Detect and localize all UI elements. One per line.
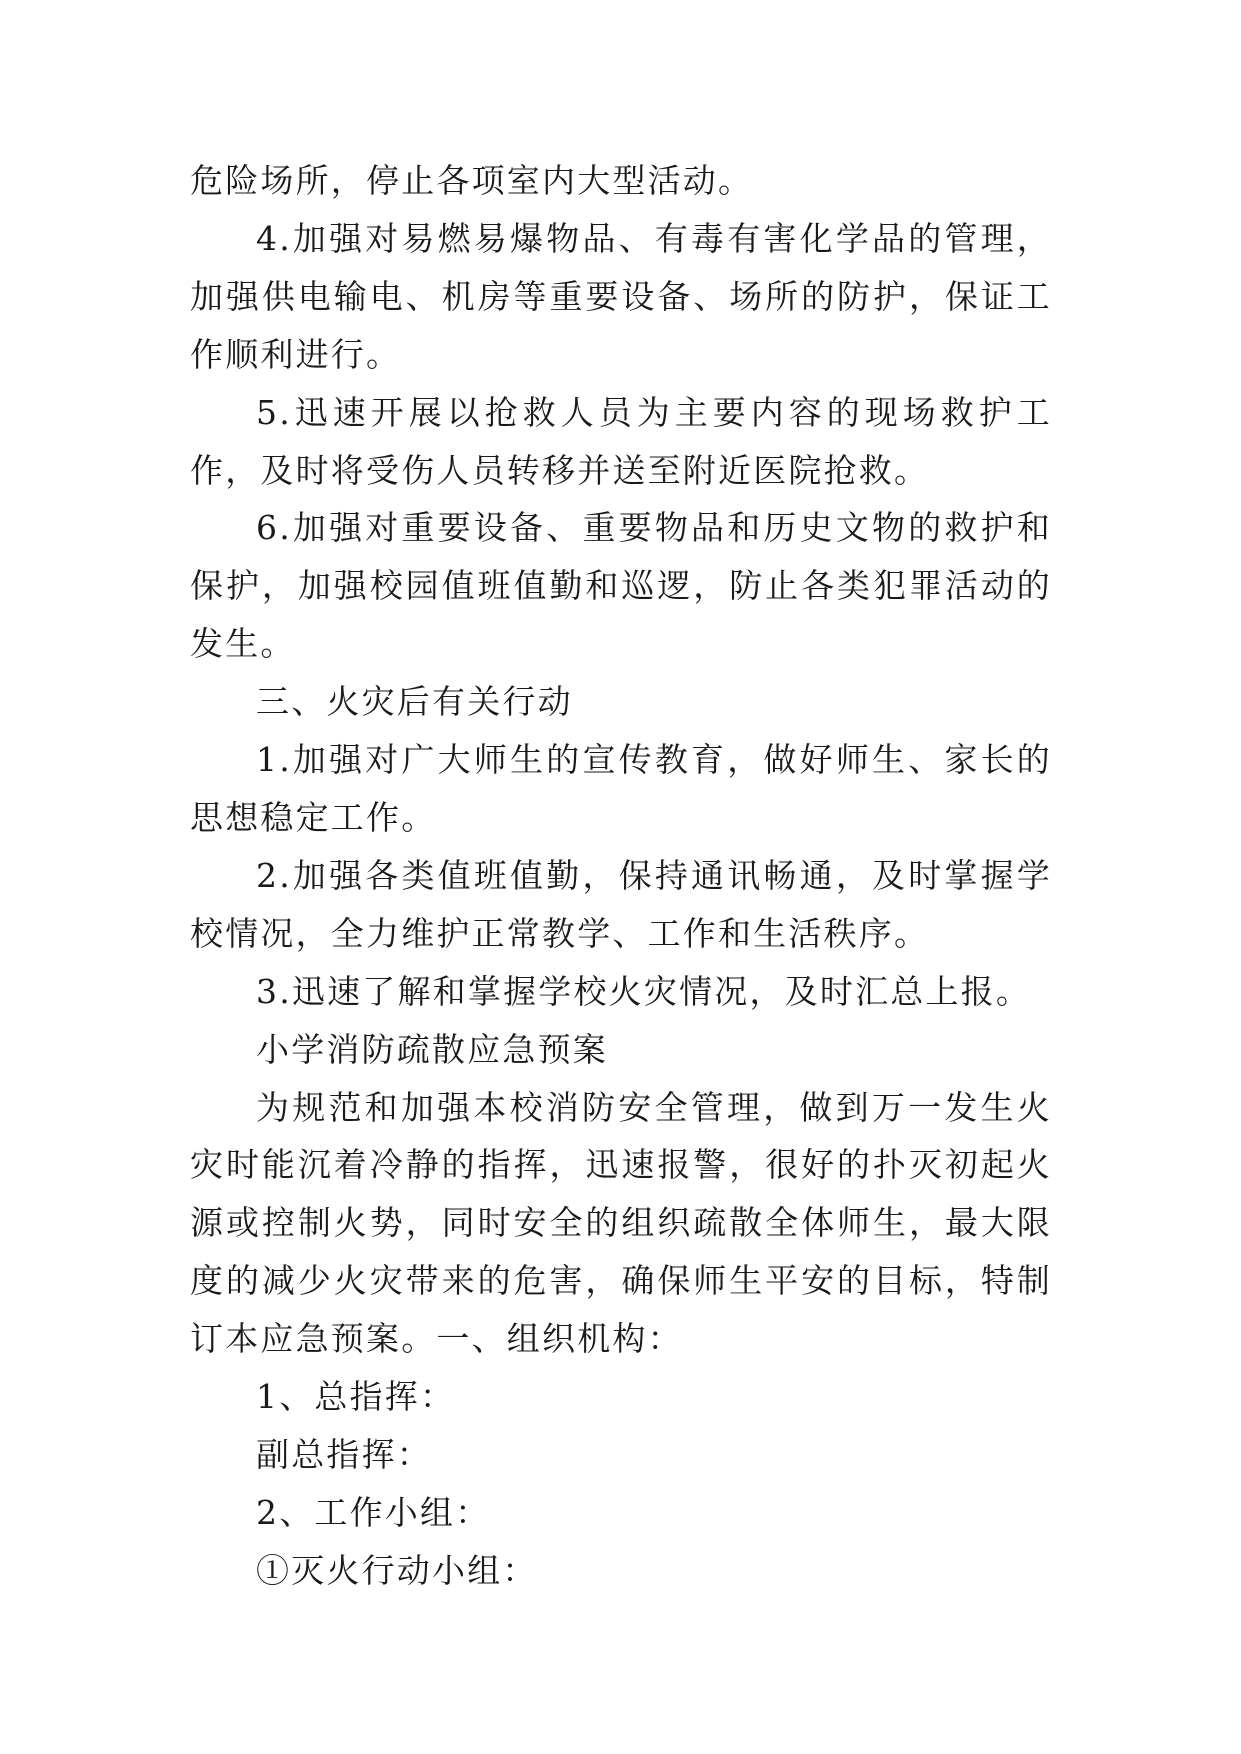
paragraph: 2.加强各类值班值勤，保持通讯畅通，及时掌握学校情况，全力维护正常教学、工作和生活秩序。 <box>190 855 1052 953</box>
paragraph: 为规范和加强本校消防安全管理，做到万一发生火灾时能沉着冷静的指挥，迅速报警，很好的扑灭初起火源或控制火势，同时安全的组织疏散全体师生，最大限度的减少火灾带来的危害，确保师生平安的目标，特制订本应急预案。一、组织机构： <box>190 1087 1052 1359</box>
paragraph: 4.加强对易燃易爆物品、有毒有害化学品的管理，加强供电输电、机房等重要设备、场所的防护，保证工作顺利进行。 <box>190 218 1052 374</box>
document-title: 小学消防疏散应急预案 <box>256 1029 608 1069</box>
paragraph: 6.加强对重要设备、重要物品和历史文物的救护和保护，加强校园值班值勤和巡逻，防止各类犯罪活动的发生。 <box>190 508 1052 664</box>
paragraph: 3.迅速了解和掌握学校火灾情况，及时汇总上报。 <box>256 971 1032 1011</box>
paragraph: 危险场所，停止各项室内大型活动。 <box>190 161 754 200</box>
list-item: 1、总指挥： <box>256 1377 456 1417</box>
list-item: ①灭火行动小组： <box>256 1550 538 1590</box>
paragraph: 1.加强对广大师生的宣传教育，做好师生、家长的思想稳定工作。 <box>190 740 1052 837</box>
document-body <box>190 152 1052 1600</box>
list-item: 副总指挥： <box>256 1434 432 1474</box>
section-heading: 三、火灾后有关行动 <box>256 682 573 722</box>
list-item: 2、工作小组： <box>256 1492 491 1532</box>
paragraph: 5.迅速开展以抢救人员为主要内容的现场救护工作，及时将受伤人员转移并送至附近医院抢救。 <box>190 392 1052 490</box>
